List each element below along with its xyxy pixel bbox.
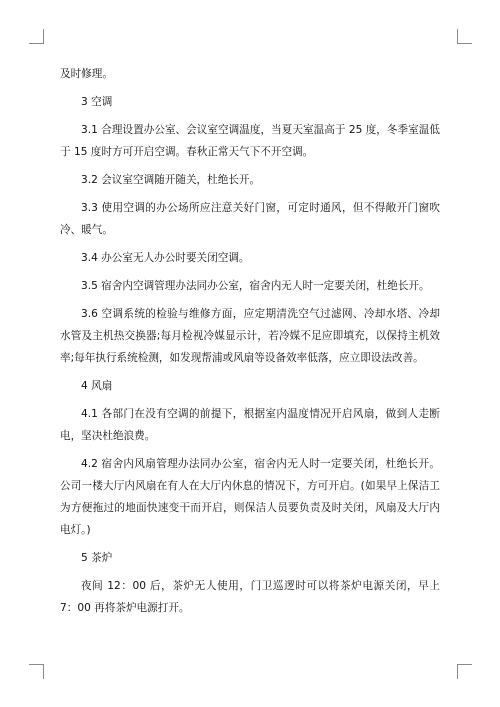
document-body xyxy=(60,63,440,625)
paragraph-3-1: 3.1 合理设置办公室、会议室空调温度，当夏天室温高于 25 度，冬季室温低于 15 度时方可开启空调。春秋正常天气下不开空调。 xyxy=(60,124,440,158)
paragraph-3-3: 3.3 使用空调的办公场所应注意关好门窗，可定时通风，但不得敞开门窗吹冷、暖气。 xyxy=(60,202,440,236)
section-heading-tea-boiler: 5 茶炉 xyxy=(81,552,113,564)
paragraph-3-6: 3.6 空调系统的检验与维修方面，应定期清洗空气过滤网、冷却水塔、冷却水管及主机热交换器;每月检视冷媒显示计，若冷媒不足应即填充，以保持主机效率;每年执行系统检测，如发现帮浦或风扇等设备效率低落，应立即设法改善。 xyxy=(60,308,440,364)
section-heading-fans: 4 风扇 xyxy=(81,380,113,392)
paragraph-3-5: 3.5 宿舍内空调管理办法同办公室，宿舍内无人时一定要关闭，杜绝长开。 xyxy=(81,280,430,292)
crop-mark-top-right xyxy=(457,29,472,44)
paragraph-continuation: 及时修理。 xyxy=(60,68,113,80)
crop-mark-top-left xyxy=(29,29,44,44)
crop-mark-bottom-left xyxy=(29,664,44,679)
paragraph-3-4: 3.4 办公室无人办公时要关闭空调。 xyxy=(81,252,250,264)
paragraph-3-2: 3.2 会议室空调随开随关，杜绝长开。 xyxy=(81,174,261,186)
paragraph-5-body: 夜间 12：00 后，茶炉无人使用，门卫巡逻时可以将茶炉电源关闭，早上 7：00 再将茶炉电源打开。 xyxy=(60,580,440,614)
paragraph-4-1: 4.1 各部门在没有空调的前提下，根据室内温度情况开启风扇，做到人走断电，坚决杜绝浪费。 xyxy=(60,408,440,442)
paragraph-4-2: 4.2 宿舍内风扇管理办法同办公室，宿舍内无人时一定要关闭，杜绝长开。 公司一楼大厅内风扇在有人在大厅内休息的情况下，方可开启。(如果早上保洁工为方便拖过的地面快速变干而开启，则保洁人员要负责及时关闭，风扇及大厅内电灯。) xyxy=(60,458,440,536)
section-heading-air-conditioning: 3 空调 xyxy=(81,96,113,108)
crop-mark-bottom-right xyxy=(457,664,472,679)
